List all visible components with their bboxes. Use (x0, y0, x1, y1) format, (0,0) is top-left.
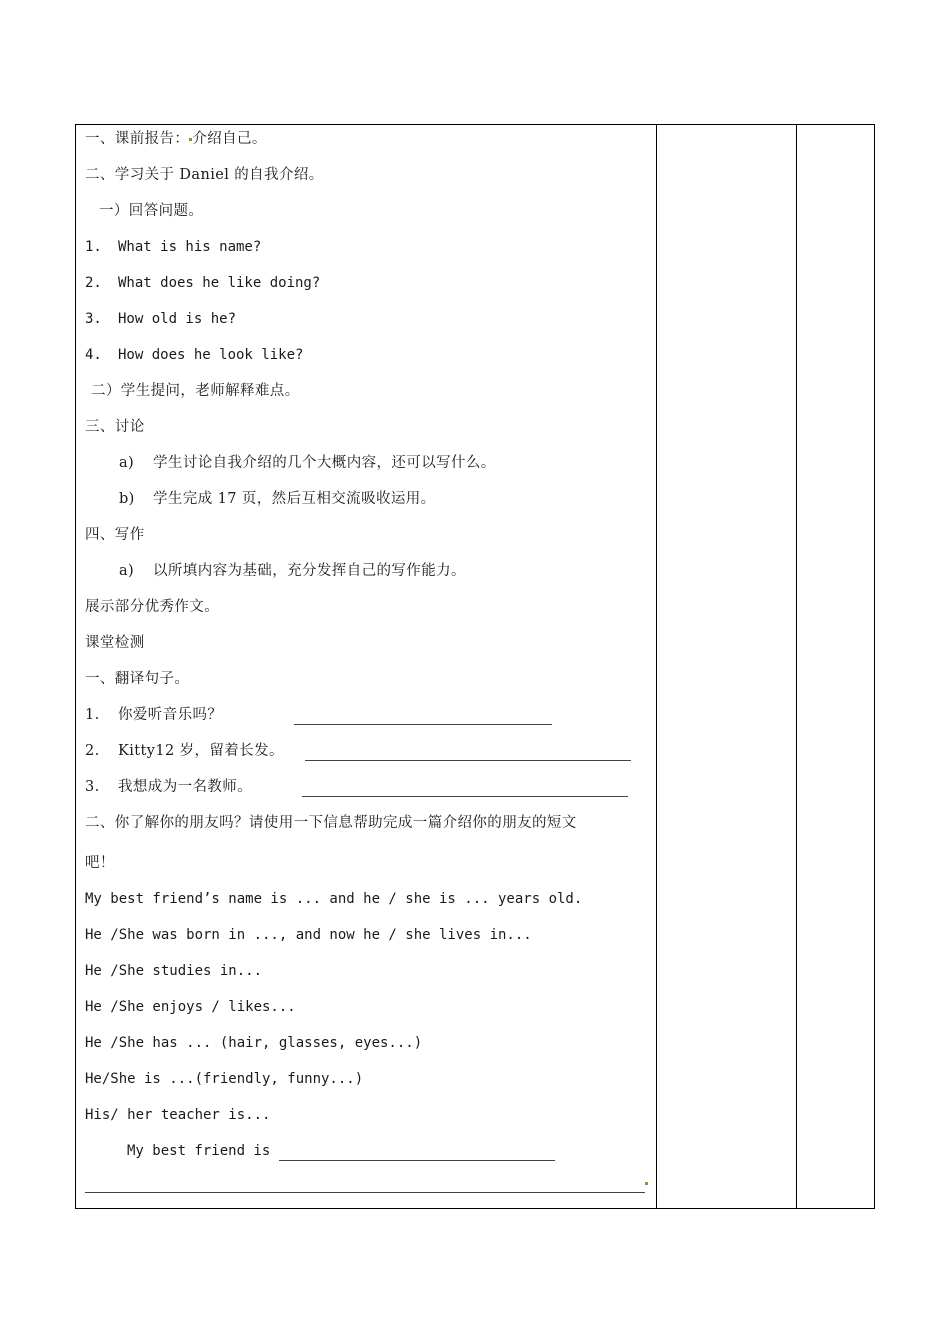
sentence-pattern: He/She is ...(friendly, funny...) (85, 1071, 364, 1087)
mark-dot (645, 1182, 648, 1185)
section-three-heading: 三、讨论 (85, 419, 145, 435)
sentence-pattern: He /She studies in... (85, 963, 263, 979)
discussion-item: b) 学生完成 17 页，然后互相交流吸收运用。 (119, 491, 436, 507)
essay-blank (279, 1146, 555, 1161)
answer-blank (294, 710, 552, 725)
column-divider (656, 125, 657, 1208)
sentence-pattern: He /She enjoys / likes... (85, 999, 296, 1015)
question-item: 4. How does he look like? (85, 347, 304, 363)
lesson-table (75, 124, 875, 1209)
friend-task-heading: 二、你了解你的朋友吗？请使用一下信息帮助完成一篇介绍你的朋友的短文 (85, 815, 577, 831)
essay-continuation (85, 1173, 648, 1193)
translate-heading: 一、翻译句子。 (85, 671, 190, 687)
translate-item: 3. 我想成为一名教师。 (85, 777, 628, 797)
pre-class-report: 一、课前报告： 介绍自己。 (85, 131, 267, 147)
essay-start: My best friend is (127, 1141, 555, 1161)
answer-blank (305, 746, 631, 761)
sentence-pattern: He /She was born in ..., and now he / she lives in... (85, 927, 532, 943)
question-item: 2. What does he like doing? (85, 275, 321, 291)
essay-blank (85, 1178, 645, 1193)
translate-item: 2. Kitty12 岁，留着长发。 (85, 741, 631, 761)
writing-item: a) 以所填内容为基础，充分发挥自己的写作能力。 (119, 563, 466, 579)
friend-task-heading-end: 吧！ (85, 855, 115, 871)
question-item: 3. How old is he? (85, 311, 237, 327)
section-two-heading: 二、学习关于 Daniel 的自我介绍。 (85, 167, 324, 183)
translate-item: 1. 你爱听音乐吗？ (85, 705, 552, 725)
column-divider (796, 125, 797, 1208)
sentence-pattern: He /She has ... (hair, glasses, eyes...) (85, 1035, 423, 1051)
showcase-line: 展示部分优秀作文。 (85, 599, 220, 615)
sub-heading-answer: 一）回答问题。 (99, 203, 204, 219)
sentence-pattern: My best friend’s name is ... and he / she is ... years old. (85, 891, 583, 907)
sentence-pattern: His/ her teacher is... (85, 1107, 271, 1123)
class-test-heading: 课堂检测 (85, 635, 145, 651)
discussion-item: a) 学生讨论自我介绍的几个大概内容，还可以写什么。 (119, 455, 496, 471)
answer-blank (302, 782, 628, 797)
sub-heading-questions: 二）学生提问，老师解释难点。 (91, 383, 300, 399)
question-item: 1. What is his name? (85, 239, 262, 255)
section-four-heading: 四、写作 (85, 527, 145, 543)
